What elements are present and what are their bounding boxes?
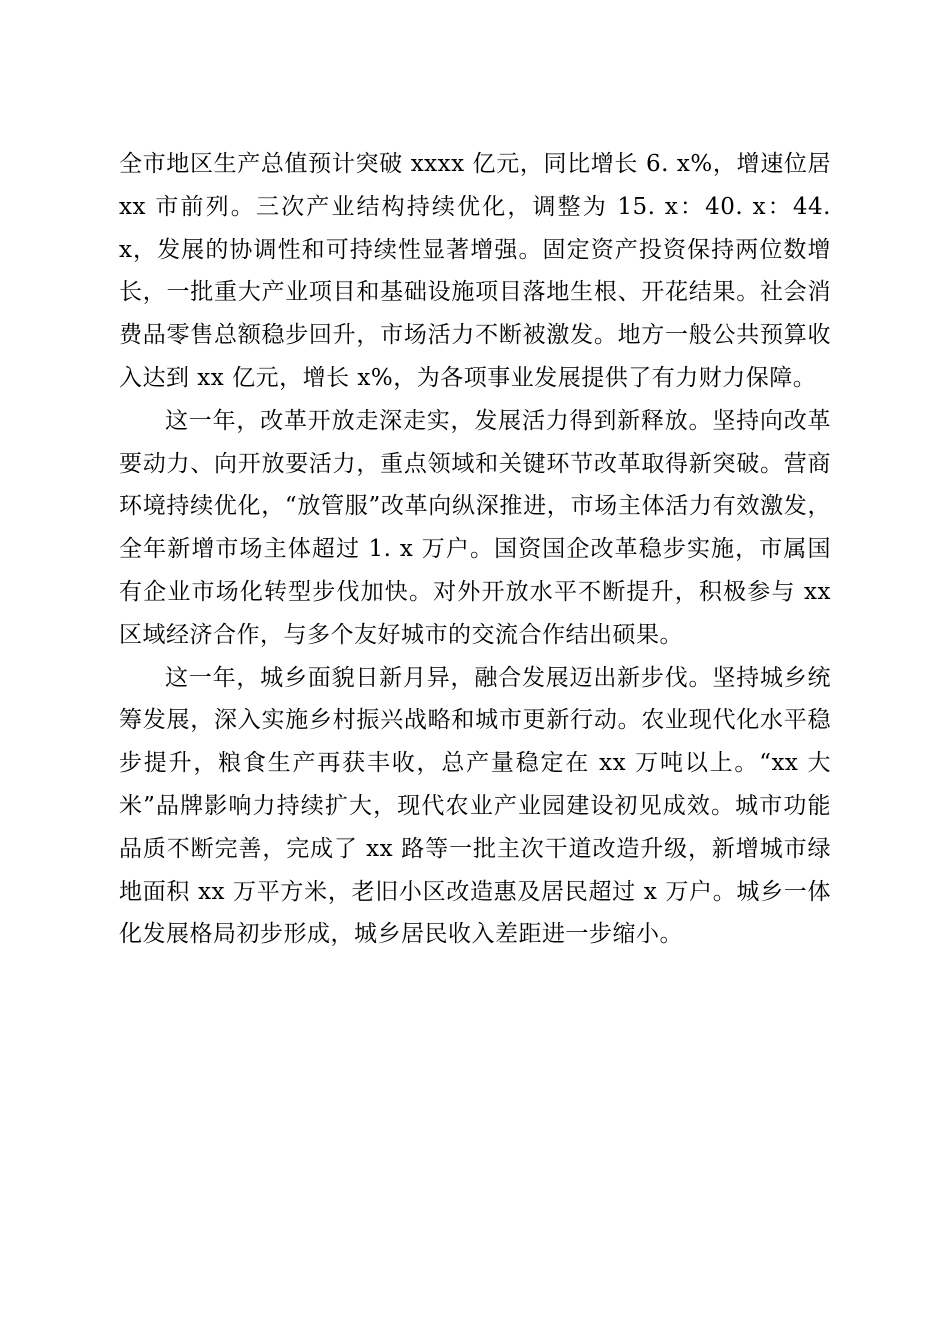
paragraph-economy: 全市地区生产总值预计突破 xxxx 亿元，同比增长 6. x%，增速位居 xx 市前列。三次产业结构持续优化，调整为 15. x：40. x：44. x，发展的协调性和可持续性显著增强。固定资产投资保持两位数增长，一批重大产业项目和基础设施项目落地生根、开花结果。社会消费品零售总额稳步回升，市场活力不断被激发。地方一般公共预算收入达到 xx 亿元，增长 x%，为各项事业发展提供了有力财力保障。 xyxy=(119,151,831,391)
document-body xyxy=(119,143,831,956)
paragraph-urban-rural: 这一年，城乡面貌日新月异，融合发展迈出新步伐。坚持城乡统筹发展，深入实施乡村振兴战略和城市更新行动。农业现代化水平稳步提升，粮食生产再获丰收，总产量稳定在 xx 万吨以上。“xx 大米”品牌影响力持续扩大，现代农业产业园建设初见成效。城市功能品质不断完善，完成了 xx 路等一批主次干道改造升级，新增城市绿地面积 xx 万平方米，老旧小区改造惠及居民超过 x 万户。城乡一体化发展格局初步形成，城乡居民收入差距进一步缩小。 xyxy=(119,664,831,948)
paragraph-reform: 这一年，改革开放走深走实，发展活力得到新释放。坚持向改革要动力、向开放要活力，重点领域和关键环节改革取得新突破。营商环境持续优化，“放管服”改革向纵深推进，市场主体活力有效激发，全年新增市场主体超过 1. x 万户。国资国企改革稳步实施，市属国有企业市场化转型步伐加快。对外开放水平不断提升，积极参与 xx 区域经济合作，与多个友好城市的交流合作结出硕果。 xyxy=(119,407,831,648)
